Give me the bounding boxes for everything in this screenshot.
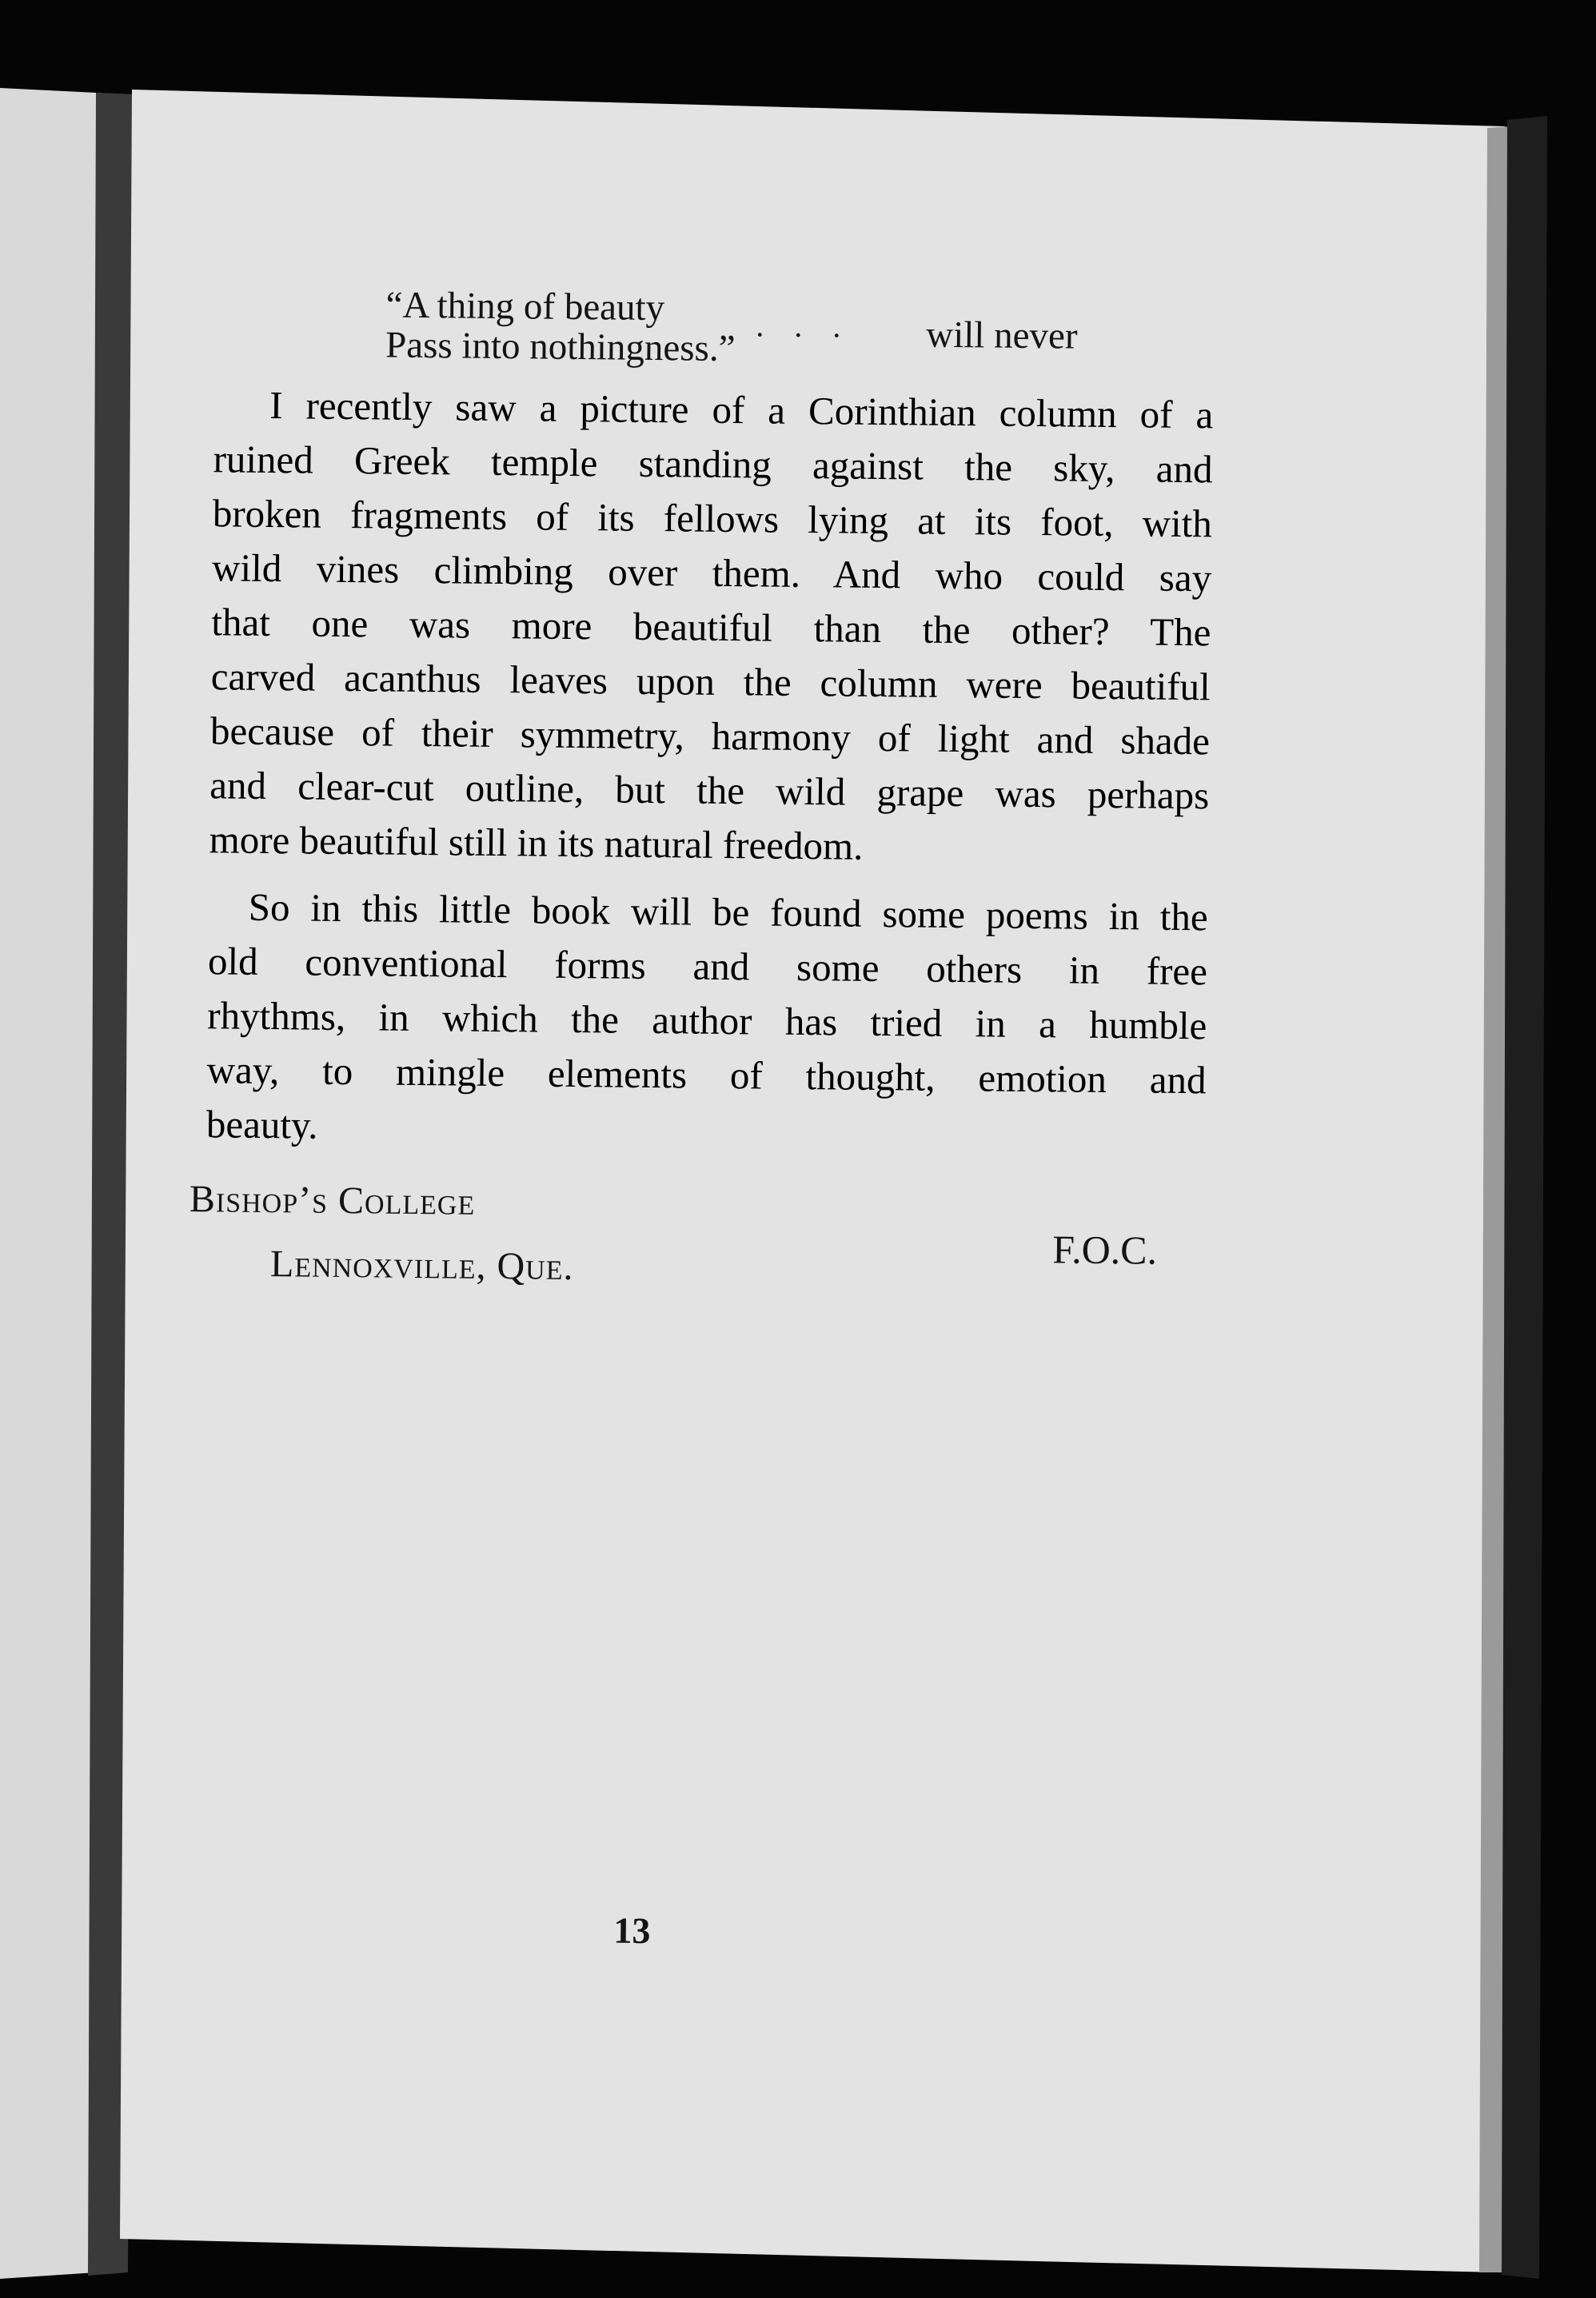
paragraph-line: old conventional forms and some others in free (207, 939, 1208, 994)
epigraph-ellipsis: . . . (756, 307, 852, 345)
paragraph-line: because of their symmetry, harmony of light and shade (209, 708, 1211, 764)
paragraph-line: wild vines climbing over them. And who could say (211, 545, 1212, 600)
paragraph-line: that one was more beautiful than the other? The (211, 600, 1211, 655)
signature-place-line-1: Bishop’s College (189, 1178, 476, 1223)
paragraph-line: broken fragments of its fellows lying at its foot, with (212, 491, 1213, 546)
paragraph-line: carved acanthus leaves upon the column were beautiful (210, 654, 1211, 709)
paragraph-line: and clear-cut outline, but the wild grape was perhaps (209, 763, 1210, 818)
paragraph-line: way, to mingle elements of thought, emotion and (206, 1047, 1207, 1103)
paragraph-line: beauty. (205, 1102, 318, 1147)
epigraph-line-1: “A thing of beauty (385, 284, 665, 329)
paragraph-1 (209, 377, 1214, 868)
signature-place-line-2: Lennoxville, Que. (269, 1243, 574, 1289)
paragraph-line: So in this little book will be found some poems in the (248, 884, 1208, 940)
epigraph-line-1-end: will never (926, 313, 1078, 357)
signature-initials: F.O.C. (1052, 1227, 1158, 1273)
epigraph-line-2: Pass into nothingness.” (385, 324, 736, 370)
paragraph-line: I recently saw a picture of a Corinthian column of a (269, 383, 1214, 437)
page-number: 13 (613, 1909, 651, 1952)
paragraph-line: rhythms, in which the author has tried in a humble (207, 993, 1207, 1048)
body-text (205, 377, 1214, 1147)
paragraph-line: ruined Greek temple standing against the sky, and (213, 437, 1213, 492)
paragraph-line: more beautiful still in its natural freedom. (209, 817, 864, 868)
